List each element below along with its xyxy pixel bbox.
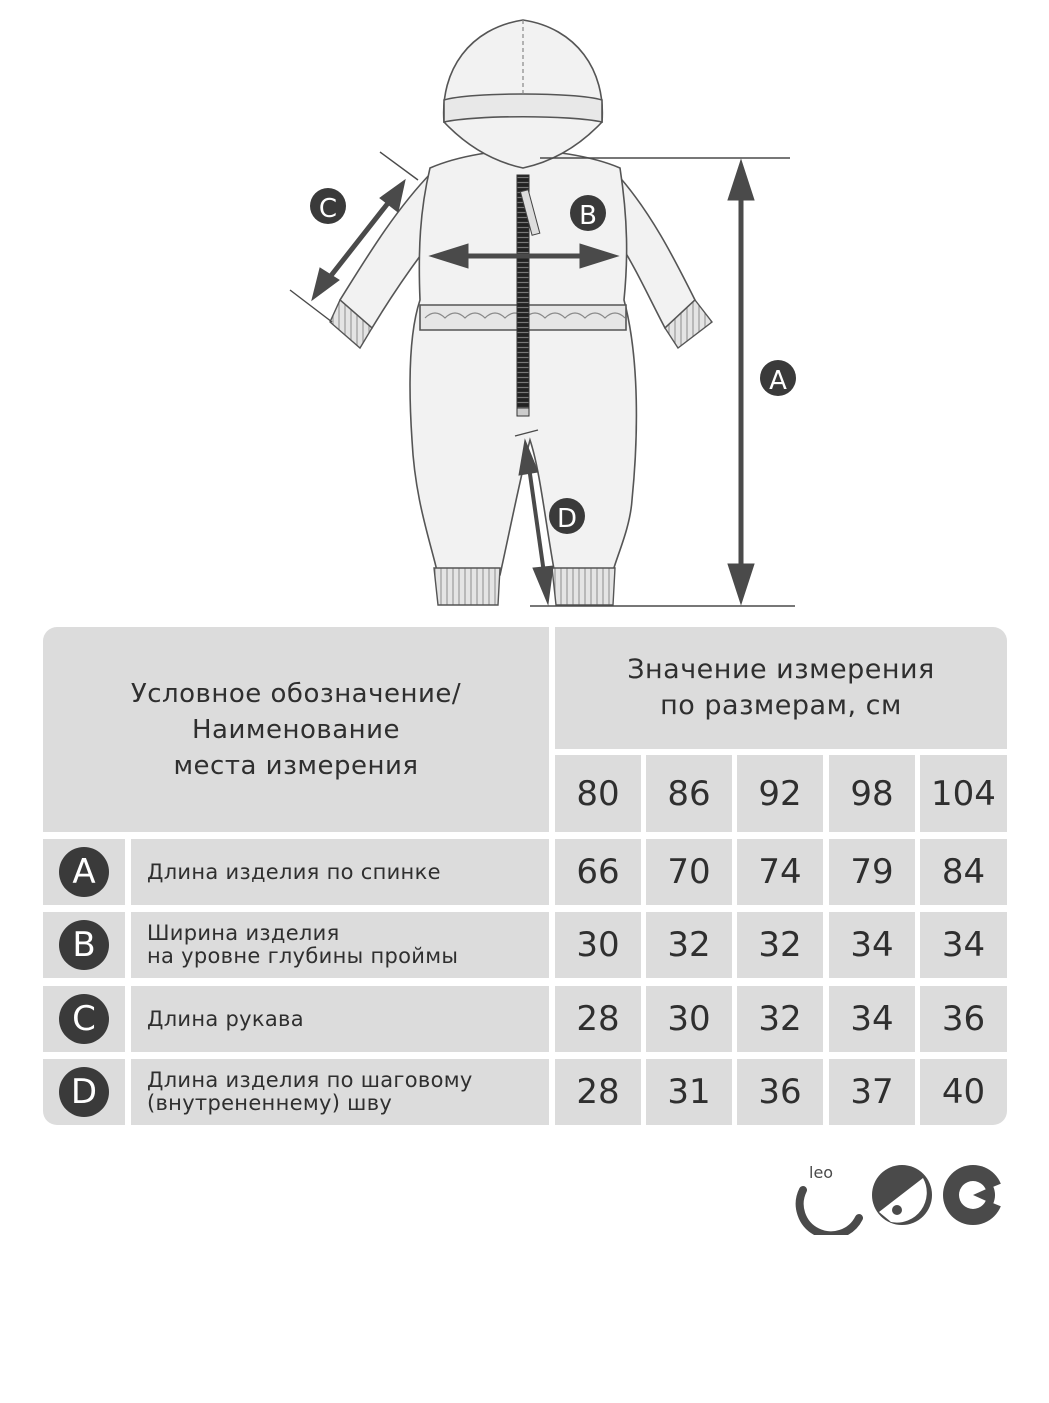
value-cell: 84: [920, 839, 1007, 905]
logo-pacman-icon: [943, 1165, 1008, 1225]
measurement-name-line: Длина рукава: [147, 1006, 304, 1031]
value-cell: 32: [737, 986, 823, 1052]
badge-d: D: [59, 1067, 109, 1117]
value-cell: 30: [555, 912, 641, 978]
value-cell: 36: [737, 1059, 823, 1125]
diagram-badge-c: [310, 188, 346, 224]
header-left-line-1: Условное обозначение/: [130, 678, 462, 709]
size-header: 86: [646, 755, 732, 832]
value-cell: 66: [555, 839, 641, 905]
value-cell: 28: [555, 986, 641, 1052]
brand-logo: [795, 1160, 1010, 1235]
svg-text:C: C: [318, 194, 338, 224]
value-cell: 37: [829, 1059, 915, 1125]
measurement-name: [131, 1059, 549, 1125]
measurement-name-line: Длина изделия по шаговому: [147, 1068, 473, 1092]
badge-b: B: [59, 920, 109, 970]
logo-text: leo: [809, 1163, 834, 1182]
measurement-name-line: Длина изделия по спинке: [147, 859, 441, 884]
row-badge-cell: [43, 912, 125, 978]
value-cell: 34: [829, 912, 915, 978]
value-cell: 30: [646, 986, 732, 1052]
svg-text:D: D: [556, 504, 578, 534]
value-cell: 31: [646, 1059, 732, 1125]
header-measurement-values: [555, 627, 1007, 749]
header-right-line-2: по размерам, см: [660, 690, 902, 721]
logo-circle-icon: [872, 1165, 932, 1225]
size-header: 80: [555, 755, 641, 832]
measurement-name-line: Ширина изделия: [147, 921, 340, 945]
svg-text:A: A: [769, 366, 787, 396]
row-badge-cell: [43, 986, 125, 1052]
measurement-name: [131, 986, 549, 1052]
value-cell: 74: [737, 839, 823, 905]
value-cell: 79: [829, 839, 915, 905]
size-header: 92: [737, 755, 823, 832]
value-cell: 34: [920, 912, 1007, 978]
row-badge-cell: [43, 839, 125, 905]
badge-c: C: [59, 994, 109, 1044]
svg-text:B: B: [579, 201, 597, 231]
header-left-line-2: Наименование: [191, 714, 401, 745]
diagram-badge-b: [570, 195, 606, 231]
size-header: 104: [920, 755, 1007, 832]
row-badge-cell: [43, 1059, 125, 1125]
measurement-name: [131, 912, 549, 978]
diagram-badge-a: [760, 360, 796, 396]
value-cell: 40: [920, 1059, 1007, 1125]
size-header: 98: [829, 755, 915, 832]
measurement-name: [131, 839, 549, 905]
header-right-line-1: Значение измерения: [627, 654, 935, 685]
measurement-name-line: на уровне глубины проймы: [147, 944, 459, 968]
value-cell: 28: [555, 1059, 641, 1125]
jumpsuit-measurement-diagram: [0, 0, 1049, 620]
value-cell: 36: [920, 986, 1007, 1052]
diagram-badge-d: [549, 498, 585, 534]
value-cell: 34: [829, 986, 915, 1052]
value-cell: 32: [646, 912, 732, 978]
value-cell: 70: [646, 839, 732, 905]
logo-arc-icon: [800, 1190, 859, 1235]
badge-a: A: [59, 847, 109, 897]
header-left-line-3: места измерения: [173, 750, 419, 781]
header-measurement-name: [43, 627, 549, 832]
measurement-name-line: (внутрененнему) шву: [147, 1091, 393, 1115]
value-cell: 32: [737, 912, 823, 978]
